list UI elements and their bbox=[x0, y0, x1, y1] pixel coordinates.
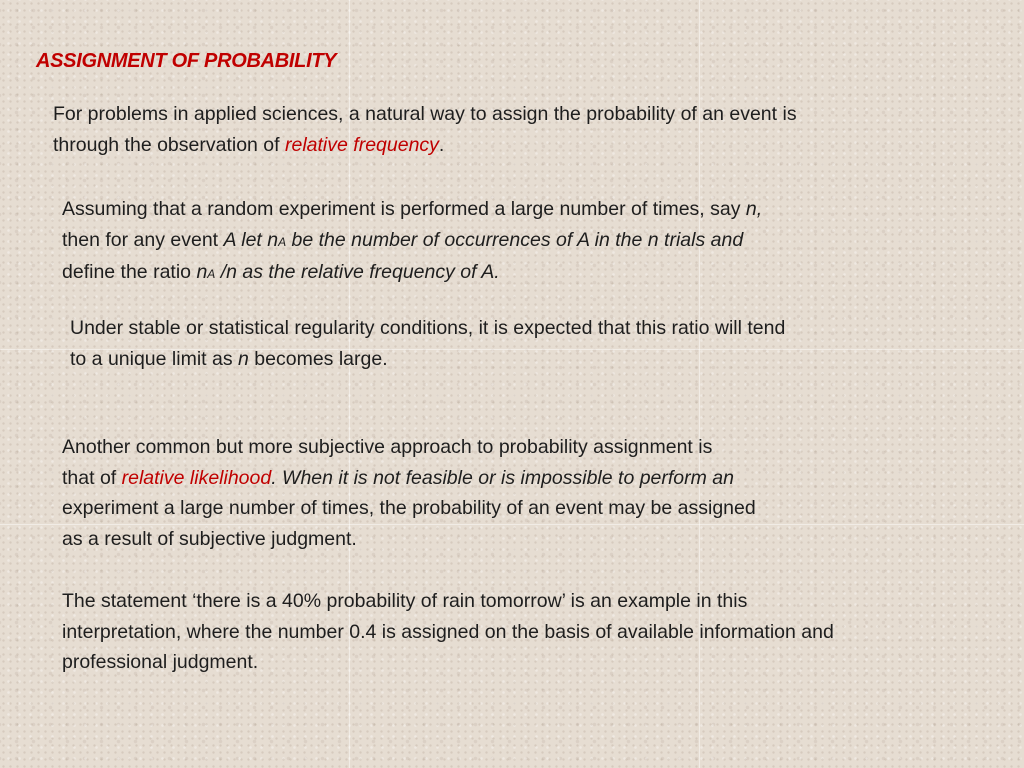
text-span: becomes large. bbox=[248, 347, 388, 370]
text-line bbox=[70, 344, 785, 375]
text-line: experiment a large number of times, the probability of an event may be assigned bbox=[62, 497, 756, 519]
text-span: A let n bbox=[223, 228, 279, 251]
paragraph-limit bbox=[70, 313, 785, 374]
text-span: Assuming that a random experiment is performed a large number of times, say bbox=[62, 198, 746, 220]
text-line bbox=[62, 225, 762, 258]
text-line bbox=[62, 257, 762, 290]
text-span: /n as the relative frequency of A. bbox=[215, 261, 500, 283]
subscript: A bbox=[207, 267, 216, 281]
text-span: be the number of occurrences of A in the n trials and bbox=[286, 228, 744, 251]
highlight-term: relative frequency bbox=[285, 133, 439, 156]
text-span: n bbox=[238, 347, 249, 370]
paragraph-definition bbox=[62, 194, 762, 290]
text-line: interpretation, where the number 0.4 is assigned on the basis of available information and bbox=[62, 620, 834, 643]
text-line: The statement ‘there is a 40% probability of rain tomorrow’ is an example in this bbox=[62, 590, 748, 612]
subscript: A bbox=[278, 234, 287, 249]
highlight-term: relative likelihood bbox=[121, 466, 272, 489]
text-line: professional judgment. bbox=[62, 651, 259, 673]
paragraph-example bbox=[62, 586, 834, 678]
text-line: For problems in applied sciences, a natural way to assign the probability of an event is bbox=[53, 103, 797, 125]
text-line bbox=[62, 463, 756, 494]
text-line: as a result of subjective judgment. bbox=[62, 527, 357, 550]
paragraph-relative-likelihood bbox=[62, 432, 756, 554]
paragraph-relative-frequency bbox=[53, 99, 797, 160]
text-line: Under stable or statistical regularity conditions, it is expected that this ratio will tend bbox=[70, 317, 786, 339]
text-span: n bbox=[196, 261, 208, 283]
text-line bbox=[62, 194, 762, 225]
slide-title: ASSIGNMENT OF PROBABILITY bbox=[36, 50, 337, 72]
text-span: to a unique limit as bbox=[70, 347, 239, 370]
text-span: through the observation of bbox=[53, 133, 285, 156]
text-line bbox=[53, 130, 797, 161]
text-span: . When it is not feasible or is impossible to perform an bbox=[271, 466, 735, 489]
text-line: Another common but more subjective approach to probability assignment is bbox=[62, 436, 713, 458]
text-span: define the ratio bbox=[62, 261, 197, 283]
text-span: then for any event bbox=[62, 228, 224, 251]
text-span: . bbox=[438, 133, 445, 156]
text-span: that of bbox=[62, 466, 122, 489]
text-span: n, bbox=[745, 198, 763, 220]
